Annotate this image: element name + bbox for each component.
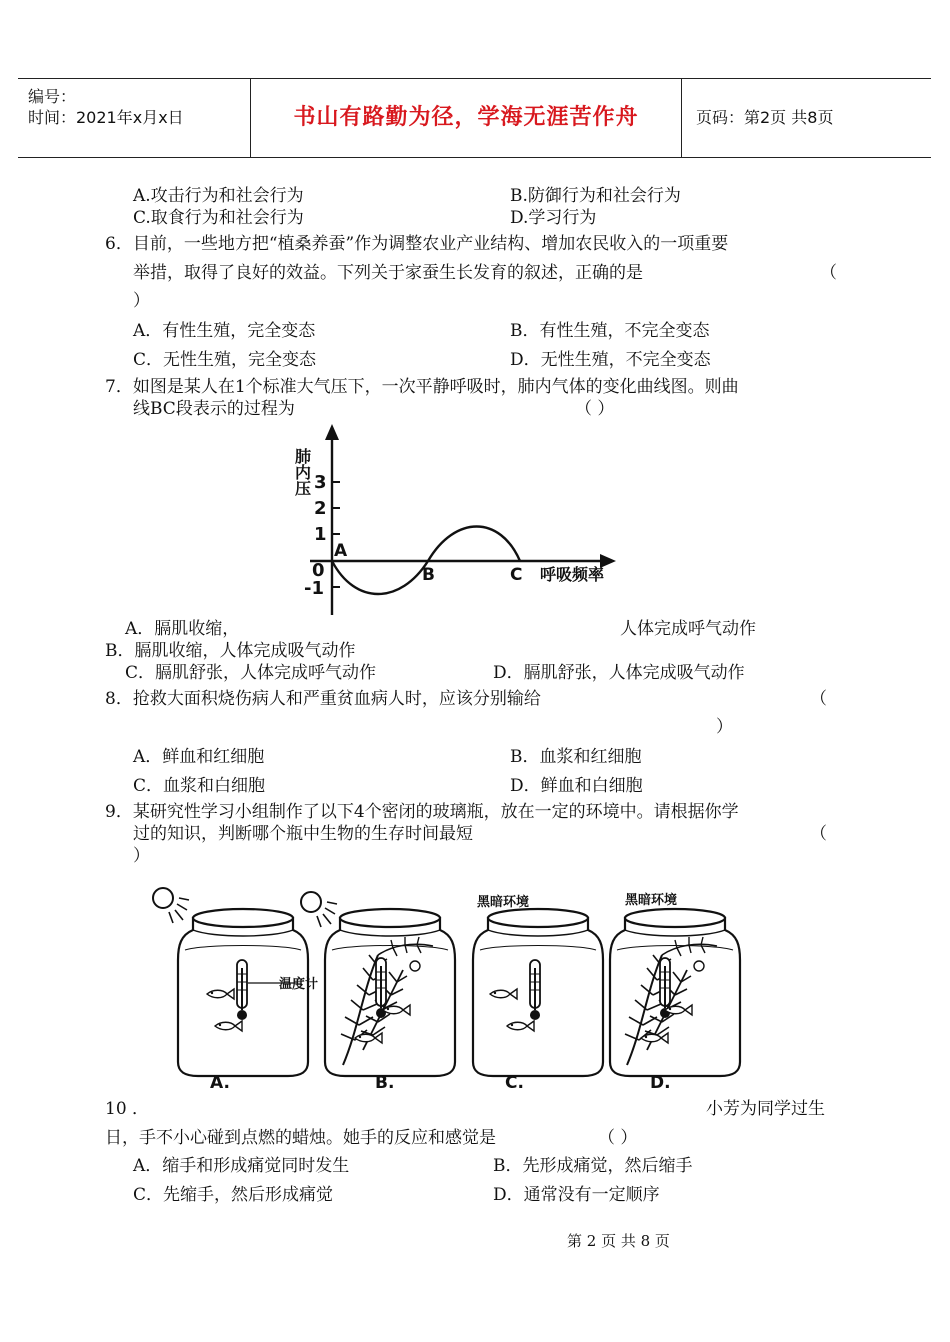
tick-label: -1 [304, 578, 324, 599]
tick-label: 2 [314, 498, 327, 519]
jar-label-b: B. [375, 1073, 395, 1093]
tick-label: 1 [314, 524, 327, 545]
dark-env-label: 黑暗环境 [477, 895, 530, 910]
page-code: 页码：第2页 共8页 [696, 108, 834, 127]
q7-stem-cont: 线BC段表示的过程为 [133, 399, 295, 419]
q8-option-d: D．鲜血和白细胞 [510, 776, 643, 796]
dark-env-label: 黑暗环境 [625, 893, 678, 908]
q8-stem: 8．抢救大面积烧伤病人和严重贫血病人时，应该分别输给 [105, 689, 541, 709]
q9-stem-cont: 过的知识，判断哪个瓶中生物的生存时间最短 [133, 824, 473, 844]
q7-stem: 7．如图是某人在1个标准大气压下，一次平静呼吸时，肺内气体的变化曲线图。则曲 [105, 377, 739, 397]
q8-paren-open: （ [810, 689, 827, 709]
x-axis-label: 呼吸频率 [540, 565, 605, 584]
q5-option-a: A.攻击行为和社会行为 [133, 186, 304, 206]
q9-paren-close: ） [133, 846, 150, 866]
q5-option-b: B.防御行为和社会行为 [510, 186, 681, 206]
header-motto: 书山有路勤为径，学海无涯苦作舟 [293, 105, 639, 130]
q10-option-a: A．缩手和形成痛觉同时发生 [133, 1156, 350, 1176]
jar-label-c: C. [505, 1073, 524, 1093]
q6-paren-close: ） [133, 291, 150, 311]
tick-label: 0 [312, 560, 325, 581]
thermometer-label: 温度计 [279, 977, 319, 992]
q6-option-c: C．无性生殖，完全变态 [133, 350, 317, 370]
q10-option-c: C．先缩手，然后形成痛觉 [133, 1185, 334, 1205]
header-left [18, 79, 250, 157]
q7-option-c: C．膈肌舒张，人体完成呼气动作 [125, 663, 377, 683]
q6-option-a: A．有性生殖，完全变态 [133, 321, 316, 341]
q8-option-a: A．鲜血和红细胞 [133, 747, 265, 767]
q5-option-c: C.取食行为和社会行为 [133, 208, 304, 228]
y-axis-label: 肺内压 [292, 448, 312, 496]
q10-stem: 小芳为同学过生 [706, 1099, 825, 1119]
tick-label: 3 [314, 472, 327, 493]
point-label-b: B [422, 565, 435, 585]
jar-experiment-figure [145, 880, 745, 1095]
q9-stem: 9．某研究性学习小组制作了以下4个密闭的玻璃瓶，放在一定的环境中。请根据你学 [105, 802, 739, 822]
q6-option-b: B．有性生殖，不完全变态 [510, 321, 710, 341]
sun-icon [301, 892, 337, 927]
q6-stem-cont: 举措，取得了良好的效益。下列关于家蚕生长发育的叙述，正确的是 [133, 263, 643, 283]
sun-icon [153, 888, 189, 923]
q10-paren: （ ） [598, 1128, 638, 1148]
point-label-a: A [334, 541, 348, 561]
q5-option-d: D.学习行为 [510, 208, 597, 228]
page-header [18, 78, 931, 158]
jar-label-d: D. [650, 1073, 671, 1093]
q8-paren-close: ） [716, 717, 733, 737]
q6-option-d: D．无性生殖，不完全变态 [510, 350, 711, 370]
q8-option-c: C．血浆和白细胞 [133, 776, 266, 796]
lung-pressure-graph [270, 420, 630, 620]
jar-c [473, 894, 603, 1093]
q6-stem: 6．目前，一些地方把“植桑养蚕”作为调整农业产业结构、增加农民收入的一项重要 [105, 234, 729, 254]
q7-option-d: D．膈肌舒张，人体完成吸气动作 [493, 663, 745, 683]
number-label: 编号： [28, 87, 77, 106]
q7-option-b: B．膈肌收缩，人体完成吸气动作 [105, 641, 356, 661]
point-label-c: C [510, 565, 523, 585]
jar-label-a: A. [210, 1073, 230, 1093]
jar-b [301, 892, 455, 1093]
q10-stem-cont: 日，手不小心碰到点燃的蜡烛。她手的反应和感觉是 [105, 1128, 496, 1148]
time-label: 时间：2021年x月x日 [28, 108, 184, 127]
q7-option-a-cont: 人体完成呼气动作 [620, 619, 756, 639]
jar-d [610, 892, 740, 1093]
q7-paren: （ ） [575, 399, 615, 419]
q8-option-b: B．血浆和红细胞 [510, 747, 642, 767]
q6-paren-open: （ [820, 263, 837, 283]
q10-option-d: D．通常没有一定顺序 [493, 1185, 660, 1205]
q9-paren-open: （ [810, 824, 827, 844]
q10-number: 10 ． [105, 1099, 150, 1119]
q10-option-b: B．先形成痛觉，然后缩手 [493, 1156, 693, 1176]
page-footer: 第 2 页 共 8 页 [567, 1232, 670, 1250]
q7-option-a: A．膈肌收缩， [125, 619, 240, 639]
